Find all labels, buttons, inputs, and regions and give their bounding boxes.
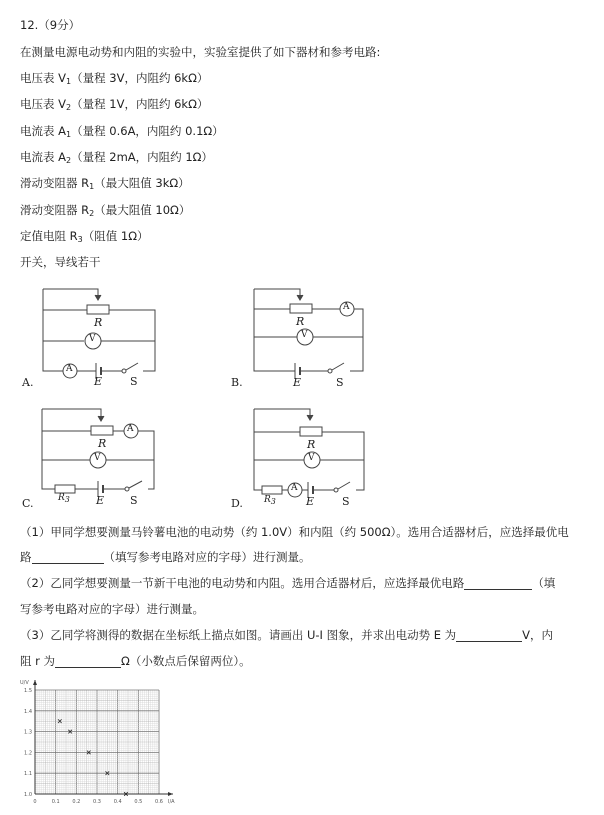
equipment-spec: （最大阻值 3kΩ） bbox=[94, 176, 190, 190]
part-2-line-2: 写参考电路对应的字母）进行测量。 bbox=[20, 602, 204, 616]
part-1-line-2 bbox=[20, 550, 311, 564]
answer-blank-2[interactable] bbox=[464, 577, 532, 590]
equipment-name: 滑动变阻器 R bbox=[20, 203, 90, 217]
equipment-misc: 开关，导线若干 bbox=[20, 255, 101, 269]
label-a: A bbox=[343, 302, 350, 312]
part-1-line-1: （1）甲同学想要测量马铃薯电池的电动势（约 1.0V）和内阻（约 500Ω）。选用合适器材后，应选择最优电 bbox=[20, 525, 569, 539]
u-i-chart-svg bbox=[18, 676, 178, 806]
equipment-item bbox=[20, 203, 190, 221]
part-3-prefix: （3）乙同学将测得的数据在坐标纸上描点如图。请画出 U-I 图象，并求出电动势 E 为 bbox=[20, 628, 457, 642]
equipment-item bbox=[20, 150, 213, 168]
y-tick-label: 1.5 bbox=[24, 688, 32, 694]
part-3-line-1 bbox=[20, 628, 553, 642]
option-label-a: A. bbox=[22, 376, 34, 389]
equipment-sub: 2 bbox=[89, 209, 95, 218]
label-r3-main: R bbox=[58, 493, 65, 503]
equipment-spec: （最大阻值 10Ω） bbox=[94, 203, 191, 217]
answer-blank-emf[interactable] bbox=[456, 629, 522, 642]
y-tick-label: 1.3 bbox=[24, 729, 32, 736]
label-a: A bbox=[66, 364, 73, 374]
equipment-name: 电流表 A bbox=[20, 124, 67, 138]
label-e: E bbox=[306, 495, 315, 508]
label-a: A bbox=[127, 424, 134, 434]
part-3b-prefix: 阻 r 为 bbox=[20, 654, 56, 668]
circuit-diagram-b bbox=[250, 285, 375, 389]
equipment-sub: 2 bbox=[66, 103, 72, 112]
equipment-name: 电压表 V bbox=[20, 97, 67, 111]
u-i-chart bbox=[18, 676, 178, 806]
x-tick-label: 0.4 bbox=[113, 799, 122, 805]
resistor-r3 bbox=[55, 485, 75, 493]
part-1-suffix: （填写参考电路对应的字母）进行测量。 bbox=[103, 550, 311, 564]
label-e: E bbox=[96, 494, 105, 507]
equipment-spec: （量程 0.6A，内阻约 0.1Ω） bbox=[71, 124, 224, 138]
label-r: R bbox=[307, 438, 316, 451]
y-tick-label: 1.2 bbox=[24, 750, 32, 757]
equipment-item bbox=[20, 124, 224, 142]
label-r3 bbox=[58, 493, 70, 504]
x-tick-label: 0.6 bbox=[155, 799, 163, 805]
equipment-sub: 1 bbox=[89, 182, 95, 191]
switch-icon bbox=[328, 369, 332, 373]
switch-icon bbox=[125, 487, 129, 491]
y-tick-label: 1.1 bbox=[24, 771, 32, 778]
equipment-item bbox=[20, 176, 190, 194]
equipment-spec: （量程 1V，内阻约 6kΩ） bbox=[71, 97, 209, 111]
label-e: E bbox=[293, 376, 302, 389]
equipment-sub: 2 bbox=[66, 156, 72, 165]
label-s: S bbox=[130, 375, 138, 388]
switch-icon bbox=[122, 369, 126, 373]
equipment-name: 定值电阻 R bbox=[20, 229, 78, 243]
equipment-spec: （阻值 1Ω） bbox=[82, 229, 149, 243]
label-r3-sub: 3 bbox=[270, 497, 276, 506]
resistor-r3 bbox=[262, 486, 282, 494]
part-1-prefix: 路 bbox=[20, 550, 32, 564]
answer-blank-resistance[interactable] bbox=[55, 655, 121, 668]
label-r3 bbox=[264, 495, 276, 506]
label-r3-sub: 3 bbox=[64, 495, 70, 504]
part-2-prefix: （2）乙同学想要测量一节新干电池的电动势和内阻。选用合适器材后，应选择最优电路 bbox=[20, 576, 465, 590]
label-v: V bbox=[94, 453, 101, 463]
switch-icon bbox=[334, 488, 338, 492]
x-tick-label: 0.2 bbox=[72, 799, 81, 805]
circuit-diagram-c bbox=[38, 405, 163, 505]
option-label-d: D. bbox=[231, 497, 243, 510]
equipment-spec: （量程 2mA，内阻约 1Ω） bbox=[71, 150, 213, 164]
equipment-name: 电流表 A bbox=[20, 150, 67, 164]
part-3b-suffix: Ω（小数点后保留两位）。 bbox=[121, 654, 251, 668]
label-r: R bbox=[94, 316, 103, 329]
label-s: S bbox=[336, 376, 344, 389]
label-a: A bbox=[291, 483, 298, 493]
equipment-item bbox=[20, 97, 208, 115]
equipment-item bbox=[20, 229, 149, 247]
x-tick-label: 0.3 bbox=[93, 799, 101, 805]
question-intro: 在测量电源电动势和内阻的实验中，实验室提供了如下器材和参考电路: bbox=[20, 45, 381, 59]
option-label-c: C. bbox=[22, 497, 34, 510]
part-3-line-2 bbox=[20, 654, 251, 668]
circuit-diagram-d bbox=[250, 405, 375, 508]
y-axis-label: U/V bbox=[20, 680, 29, 686]
label-v: V bbox=[301, 330, 308, 340]
equipment-name: 电压表 V bbox=[20, 71, 67, 85]
equipment-spec: （量程 3V，内阻约 6kΩ） bbox=[71, 71, 209, 85]
label-e: E bbox=[94, 375, 103, 388]
equipment-item bbox=[20, 71, 208, 89]
label-s: S bbox=[130, 494, 138, 507]
label-v: V bbox=[89, 334, 96, 344]
question-number: 12. bbox=[20, 18, 39, 32]
label-s: S bbox=[342, 495, 350, 508]
label-v: V bbox=[308, 453, 315, 463]
x-tick-label: 0.5 bbox=[134, 799, 143, 805]
x-axis-label: I/A bbox=[168, 799, 175, 805]
x-tick-label: 0 bbox=[33, 799, 37, 805]
y-axis-arrow-icon bbox=[33, 680, 37, 685]
question-points: （9分） bbox=[38, 18, 81, 32]
part-2-suffix: （填 bbox=[532, 576, 556, 590]
label-r: R bbox=[296, 315, 305, 328]
equipment-sub: 1 bbox=[66, 77, 72, 86]
label-r: R bbox=[98, 437, 107, 450]
y-tick-label: 1.4 bbox=[24, 708, 32, 715]
equipment-name: 滑动变阻器 R bbox=[20, 176, 90, 190]
answer-blank-1[interactable] bbox=[32, 551, 104, 564]
option-label-b: B. bbox=[231, 376, 243, 389]
circuit-diagram-a bbox=[38, 285, 163, 388]
x-tick-label: 0.1 bbox=[51, 799, 60, 805]
y-tick-label: 1.0 bbox=[24, 792, 32, 798]
part-2-line-1 bbox=[20, 576, 555, 590]
part-3-suffix: V，内 bbox=[522, 628, 554, 642]
question-header bbox=[20, 18, 80, 32]
equipment-sub: 3 bbox=[77, 235, 83, 244]
label-r3-main: R bbox=[264, 495, 271, 505]
x-axis-arrow-icon bbox=[168, 792, 173, 796]
equipment-sub: 1 bbox=[66, 130, 72, 139]
